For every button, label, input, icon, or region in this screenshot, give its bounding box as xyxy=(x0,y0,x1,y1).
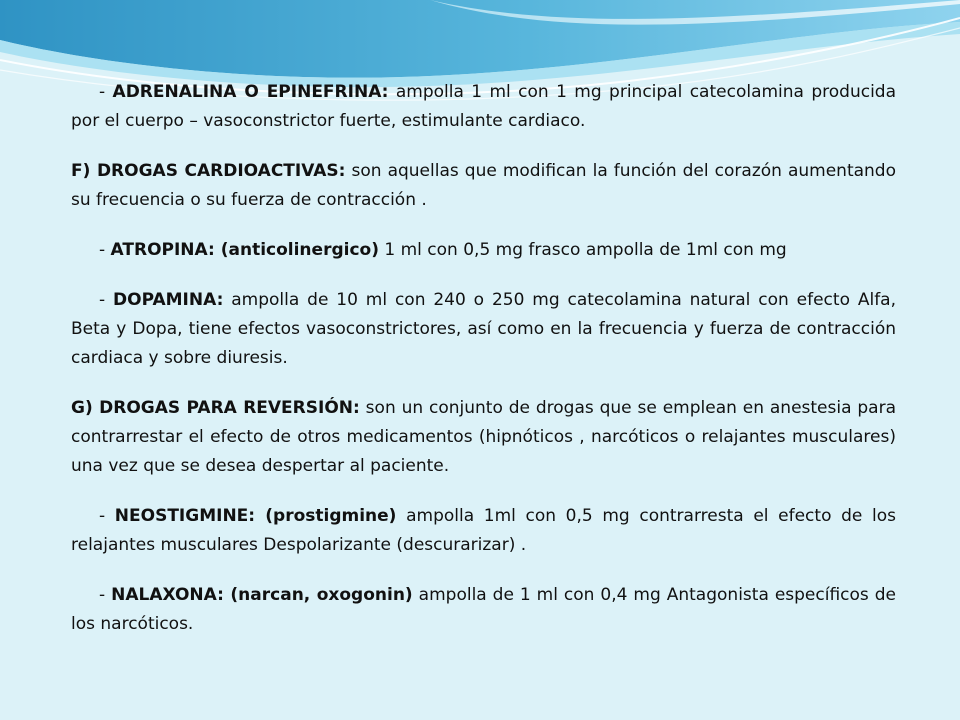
slide-content xyxy=(71,78,896,660)
paragraph-nalaxona xyxy=(71,581,896,639)
desc-nalaxona: ampolla de 1 ml con 0,4 mg Antagonista específicos de los narcóticos. xyxy=(71,585,896,634)
bullet-dash: - xyxy=(99,82,113,102)
term-neostigmine: NEOSTIGMINE: (prostigmine) xyxy=(114,506,397,526)
term-dopamina: DOPAMINA: xyxy=(113,290,224,310)
heading-drogas-reversion: G) DROGAS PARA REVERSIÓN: xyxy=(71,398,360,418)
term-nalaxona: NALAXONA: (narcan, oxogonin) xyxy=(111,585,413,605)
desc-neostigmine: ampolla 1ml con 0,5 mg contrarresta el efecto de los relajantes musculares Despolarizante (descurarizar) . xyxy=(71,506,896,555)
bullet-dash: - xyxy=(99,290,114,310)
paragraph-neostigmine xyxy=(71,502,896,560)
desc-drogas-reversion: son un conjunto de drogas que se emplean en anestesia para contrarrestar el efecto de otros medicamentos (hipnóticos , narcóticos o relajantes musculares) una vez que se desea despertar al paciente. xyxy=(71,398,896,476)
desc-atropina: 1 ml con 0,5 mg frasco ampolla de 1ml con mg xyxy=(378,240,787,260)
heading-drogas-cardioactivas: F) DROGAS CARDIOACTIVAS: xyxy=(71,161,346,181)
paragraph-drogas-reversion xyxy=(71,394,896,481)
paragraph-adrenalina xyxy=(71,78,896,136)
desc-adrenalina: ampolla 1 ml con 1 mg principal catecolamina producida por el cuerpo – vasoconstrictor fuerte, estimulante cardiaco. xyxy=(71,82,897,131)
desc-dopamina: ampolla de 10 ml con 240 o 250 mg catecolamina natural con efecto Alfa, Beta y Dopa, tiene efectos vasoconstrictores, así como en la frecuencia y fuerza de contracción cardiaca y sobre diuresis. xyxy=(71,290,896,368)
term-adrenalina: ADRENALINA O EPINEFRINA: xyxy=(112,82,389,102)
desc-drogas-cardioactivas: son aquellas que modifican la función del corazón aumentando su frecuencia o su fuerza de contracción . xyxy=(71,161,896,210)
bullet-dash: - xyxy=(99,585,112,605)
term-atropina: ATROPINA: (anticolinergico) xyxy=(110,240,379,260)
bullet-dash: - xyxy=(99,240,111,260)
paragraph-atropina xyxy=(71,236,896,265)
paragraph-drogas-cardioactivas xyxy=(71,157,896,215)
paragraph-dopamina xyxy=(71,286,896,373)
bullet-dash: - xyxy=(99,506,115,526)
